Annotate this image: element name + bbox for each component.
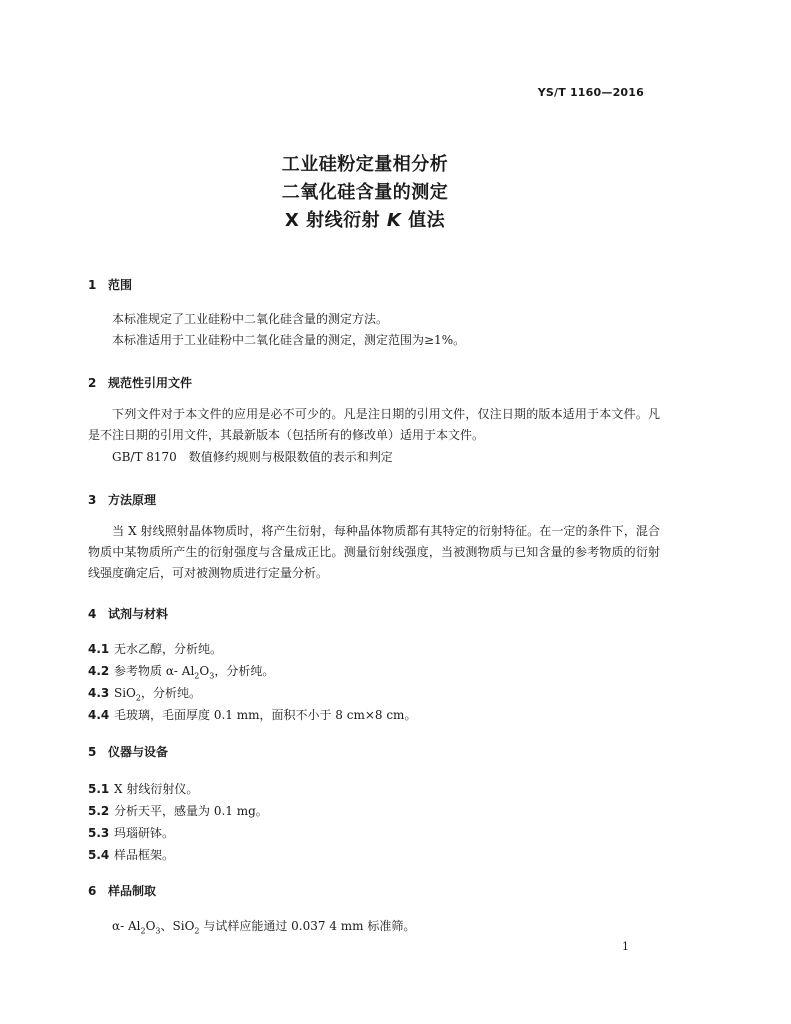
subscript: 2 <box>194 671 200 681</box>
section-number: 5 <box>88 745 97 759</box>
item-text: 玛瑙研钵。 <box>114 826 175 840</box>
subscript: 2 <box>194 926 200 936</box>
section-3-heading <box>88 491 156 508</box>
item-number: 4.1 <box>88 642 110 656</box>
item-5-1 <box>88 780 198 797</box>
para-text: 、SiO <box>160 919 195 933</box>
item-4-3 <box>88 684 201 702</box>
section-6-para-1 <box>112 918 415 939</box>
para-text: 与试样应能通过 0.037 4 mm 标准筛。 <box>199 919 416 933</box>
item-number: 5.3 <box>88 826 110 840</box>
item-number: 5.2 <box>88 804 110 818</box>
title-k: K <box>386 210 402 231</box>
section-1-para-2: 本标准适用于工业硅粉中二氧化硅含量的测定，测定范围为≥1%。 <box>112 333 466 347</box>
section-2-reference: GB/T 8170 数值修约规则与极限数值的表示和判定 <box>112 450 393 464</box>
item-text: O <box>199 664 210 678</box>
item-text: ，分析纯。 <box>214 664 275 678</box>
item-5-4 <box>88 846 174 863</box>
subscript: 2 <box>135 693 141 703</box>
section-5-heading <box>88 743 168 760</box>
title-line-3 <box>0 206 730 232</box>
section-4-heading <box>88 605 168 622</box>
item-number: 5.1 <box>88 782 110 796</box>
section-title: 样品制取 <box>108 884 157 898</box>
section-3-text: 当 X 射线照射晶体物质时，将产生衍射，每种晶体物质都有其特定的衍射特征。在一定的条件下，混合物质中某物质所产生的衍射强度与含量成正比。测量衍射线强度，当被测物质与已知含量的参考物质的衍射线强度确定后，可对被测物质进行定量分析。 <box>88 524 660 580</box>
section-number: 6 <box>88 884 97 898</box>
title-x: X <box>284 210 300 231</box>
item-4-2 <box>88 662 274 680</box>
item-text: ，分析纯。 <box>141 686 202 700</box>
section-1-heading <box>88 276 132 293</box>
page-number: 1 <box>622 940 629 953</box>
section-title: 范围 <box>108 278 133 292</box>
item-number: 4.2 <box>88 664 110 678</box>
title-line-2: 二氧化硅含量的测定 <box>281 182 449 203</box>
item-text: X 射线衍射仪。 <box>114 782 199 796</box>
item-text: 分析天平，感量为 0.1 mg。 <box>114 804 268 818</box>
title-method: 值法 <box>408 210 446 231</box>
section-number: 4 <box>88 607 97 621</box>
item-number: 4.3 <box>88 686 110 700</box>
section-6-heading <box>88 882 156 899</box>
standard-number: YS/T 1160—2016 <box>537 86 644 99</box>
section-title: 规范性引用文件 <box>108 376 193 390</box>
para-text: O <box>145 919 156 933</box>
item-text: 参考物质 α- Al <box>114 664 195 678</box>
item-4-4 <box>88 706 416 723</box>
title-line-1: 工业硅粉定量相分析 <box>281 154 449 175</box>
subscript: 3 <box>209 671 215 681</box>
section-title: 方法原理 <box>108 493 157 507</box>
section-1-para-1: 本标准规定了工业硅粉中二氧化硅含量的测定方法。 <box>112 312 389 326</box>
item-4-1 <box>88 640 222 657</box>
item-number: 5.4 <box>88 848 110 862</box>
item-text: 无水乙醇，分析纯。 <box>114 642 223 656</box>
item-5-3 <box>88 824 174 841</box>
section-2-text: 下列文件对于本文件的应用是必不可少的。凡是注日期的引用文件，仅注日期的版本适用于本文件。凡是不注日期的引用文件，其最新版本（包括所有的修改单）适用于本文件。 <box>88 407 660 442</box>
section-2-para-1 <box>88 404 660 446</box>
para-text: α- Al <box>112 919 141 933</box>
item-text: SiO <box>114 686 136 700</box>
section-3-para-1 <box>88 521 660 584</box>
title-xray: 射线衍射 <box>306 210 381 231</box>
item-text: 样品框架。 <box>114 848 175 862</box>
item-number: 4.4 <box>88 708 110 722</box>
section-title: 仪器与设备 <box>108 745 169 759</box>
section-number: 3 <box>88 493 97 507</box>
section-title: 试剂与材料 <box>108 607 169 621</box>
subscript: 2 <box>140 926 146 936</box>
subscript: 3 <box>155 926 161 936</box>
section-2-heading <box>88 374 192 391</box>
item-text: 毛玻璃，毛面厚度 0.1 mm，面积不小于 8 cm×8 cm。 <box>114 708 417 722</box>
section-number: 2 <box>88 376 97 390</box>
item-5-2 <box>88 802 268 819</box>
section-number: 1 <box>88 278 97 292</box>
